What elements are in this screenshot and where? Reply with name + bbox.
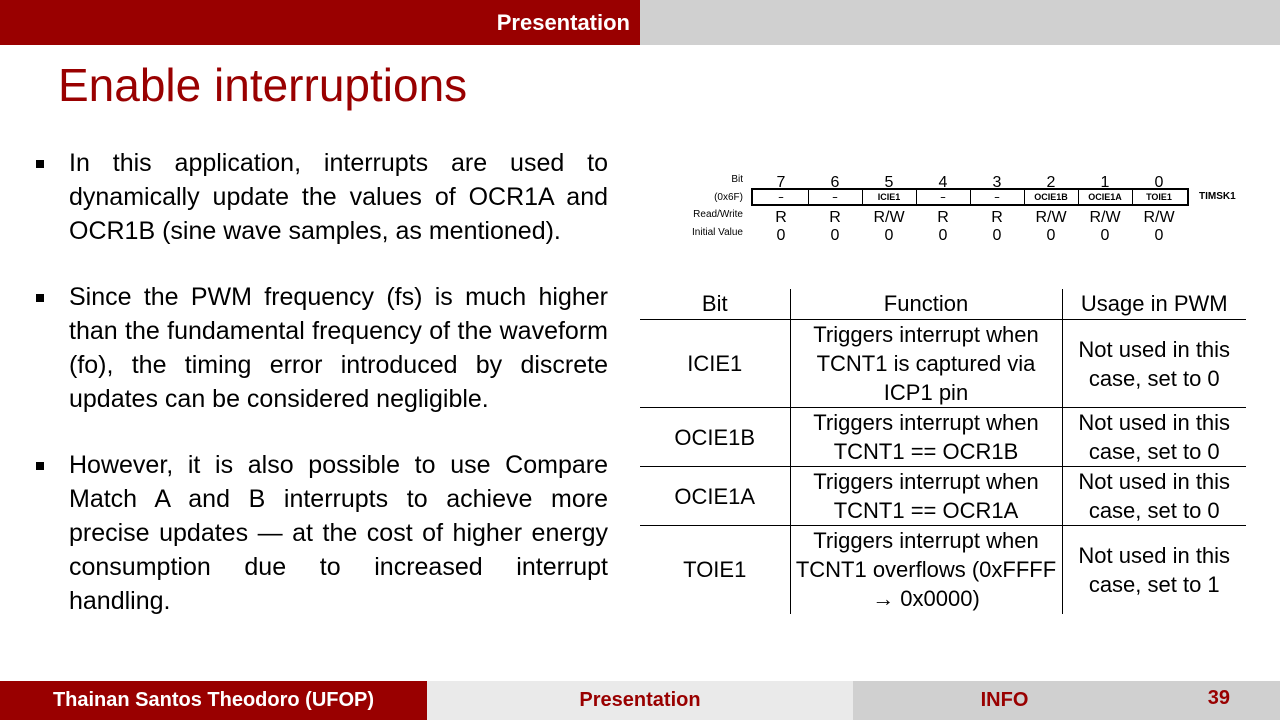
register-rw-value: R <box>991 209 1003 226</box>
footer-info-label: INFO <box>980 689 1029 711</box>
table-cell-usage: Not used in this case, set to 0 <box>1062 467 1246 526</box>
bullet-text: In this application, interrupts are used to dynamically update the values of OCR1A and OCR1B (sine wave samples, as mentioned). <box>69 149 608 245</box>
register-field: OCIE1A <box>1088 192 1122 202</box>
register-field: TOIE1 <box>1146 192 1172 202</box>
register-field: – <box>940 192 946 202</box>
register-init-value: 0 <box>938 227 948 244</box>
register-init-value: 0 <box>1154 227 1164 244</box>
register-bit-number: 7 <box>776 174 786 191</box>
table-header-cell: Usage in PWM <box>1062 289 1246 320</box>
register-name: TIMSK1 <box>1199 191 1236 202</box>
register-init-value: 0 <box>884 227 894 244</box>
register-rw-value: R <box>937 209 949 226</box>
register-address: (0x6F) <box>714 192 743 203</box>
header-gray-bar <box>640 0 1280 45</box>
register-field: – <box>778 192 784 202</box>
table-row <box>640 320 1246 408</box>
footer-section: Presentation <box>427 681 853 720</box>
footer-info-block <box>853 681 1280 720</box>
table-row <box>640 408 1246 467</box>
table-header-cell: Function <box>790 289 1062 320</box>
table-cell-usage: Not used in this case, set to 0 <box>1062 408 1246 467</box>
table-row <box>640 467 1246 526</box>
table-cell-usage: Not used in this case, set to 0 <box>1062 320 1246 408</box>
square-bullet-icon <box>36 294 44 302</box>
table-cell-usage: Not used in this case, set to 1 <box>1062 526 1246 614</box>
bullet-text: However, it is also possible to use Compare Match A and B interrupts to achieve more precise updates — at the cost of higher energy consumption due to increased interrupt handling. <box>69 451 608 615</box>
register-field: ICIE1 <box>877 192 901 202</box>
register-init-value: 0 <box>830 227 840 244</box>
table-cell-bit: TOIE1 <box>683 557 747 583</box>
table-cell-bit: OCIE1B <box>674 424 756 450</box>
footer <box>0 681 1280 720</box>
table-header-row <box>640 289 1246 320</box>
register-rw-label: Read/Write <box>693 209 743 220</box>
register-bit-number: 6 <box>830 174 840 191</box>
bit-function-table <box>640 289 1246 614</box>
header-section-bar <box>0 0 640 45</box>
register-bit-number: 5 <box>884 174 894 191</box>
register-init-value: 0 <box>776 227 786 244</box>
table-cell-bit: ICIE1 <box>687 351 743 376</box>
register-rw-value: R/W <box>873 209 905 226</box>
table-cell-function: Triggers interrupt when TCNT1 == OCR1A <box>790 467 1062 526</box>
table-header-cell: Bit <box>701 291 728 316</box>
register-bit-number: 4 <box>938 174 948 191</box>
square-bullet-icon <box>36 462 44 470</box>
register-rw-value: R <box>829 209 841 226</box>
register-init-value: 0 <box>1046 227 1056 244</box>
table-cell-function: Triggers interrupt when TCNT1 == OCR1B <box>790 408 1062 467</box>
register-init-value: 0 <box>1100 227 1110 244</box>
square-bullet-icon <box>36 160 44 168</box>
register-bit-label: Bit <box>731 174 743 185</box>
register-rw-value: R/W <box>1143 209 1175 226</box>
bullet-item <box>36 146 608 248</box>
register-field: OCIE1B <box>1034 192 1068 202</box>
bullet-list <box>36 146 608 650</box>
register-init-value: 0 <box>992 227 1002 244</box>
slide-title: Enable interruptions <box>58 59 468 111</box>
register-rw-value: R/W <box>1089 209 1121 226</box>
register-bit-number: 3 <box>992 174 1002 191</box>
bullet-item <box>36 448 608 618</box>
register-bit-number: 0 <box>1154 174 1164 191</box>
register-rw-value: R/W <box>1035 209 1067 226</box>
bullet-text: Since the PWM frequency (fs) is much higher than the fundamental frequency of the waveform (fo), the timing error introduced by discrete updates can be considered negligible. <box>69 283 608 413</box>
footer-author: Thainan Santos Theodoro (UFOP) <box>0 681 427 720</box>
table-row <box>640 526 1246 614</box>
register-bit-number: 2 <box>1046 174 1056 191</box>
register-init-label: Initial Value <box>692 227 743 238</box>
table-cell-function: Triggers interrupt when TCNT1 overflows (0xFFFF → 0x0000) <box>790 526 1062 614</box>
bullet-item <box>36 280 608 416</box>
register-field: – <box>994 192 1000 202</box>
table-cell-bit: OCIE1A <box>674 483 756 509</box>
register-field: – <box>832 192 838 202</box>
register-bit-number: 1 <box>1100 174 1110 191</box>
table-cell-function: Triggers interrupt when TCNT1 is captured via ICP1 pin <box>790 320 1062 408</box>
header-section-title: Presentation <box>496 9 630 35</box>
page-number: 39 <box>1207 687 1230 709</box>
register-rw-value: R <box>775 209 787 226</box>
